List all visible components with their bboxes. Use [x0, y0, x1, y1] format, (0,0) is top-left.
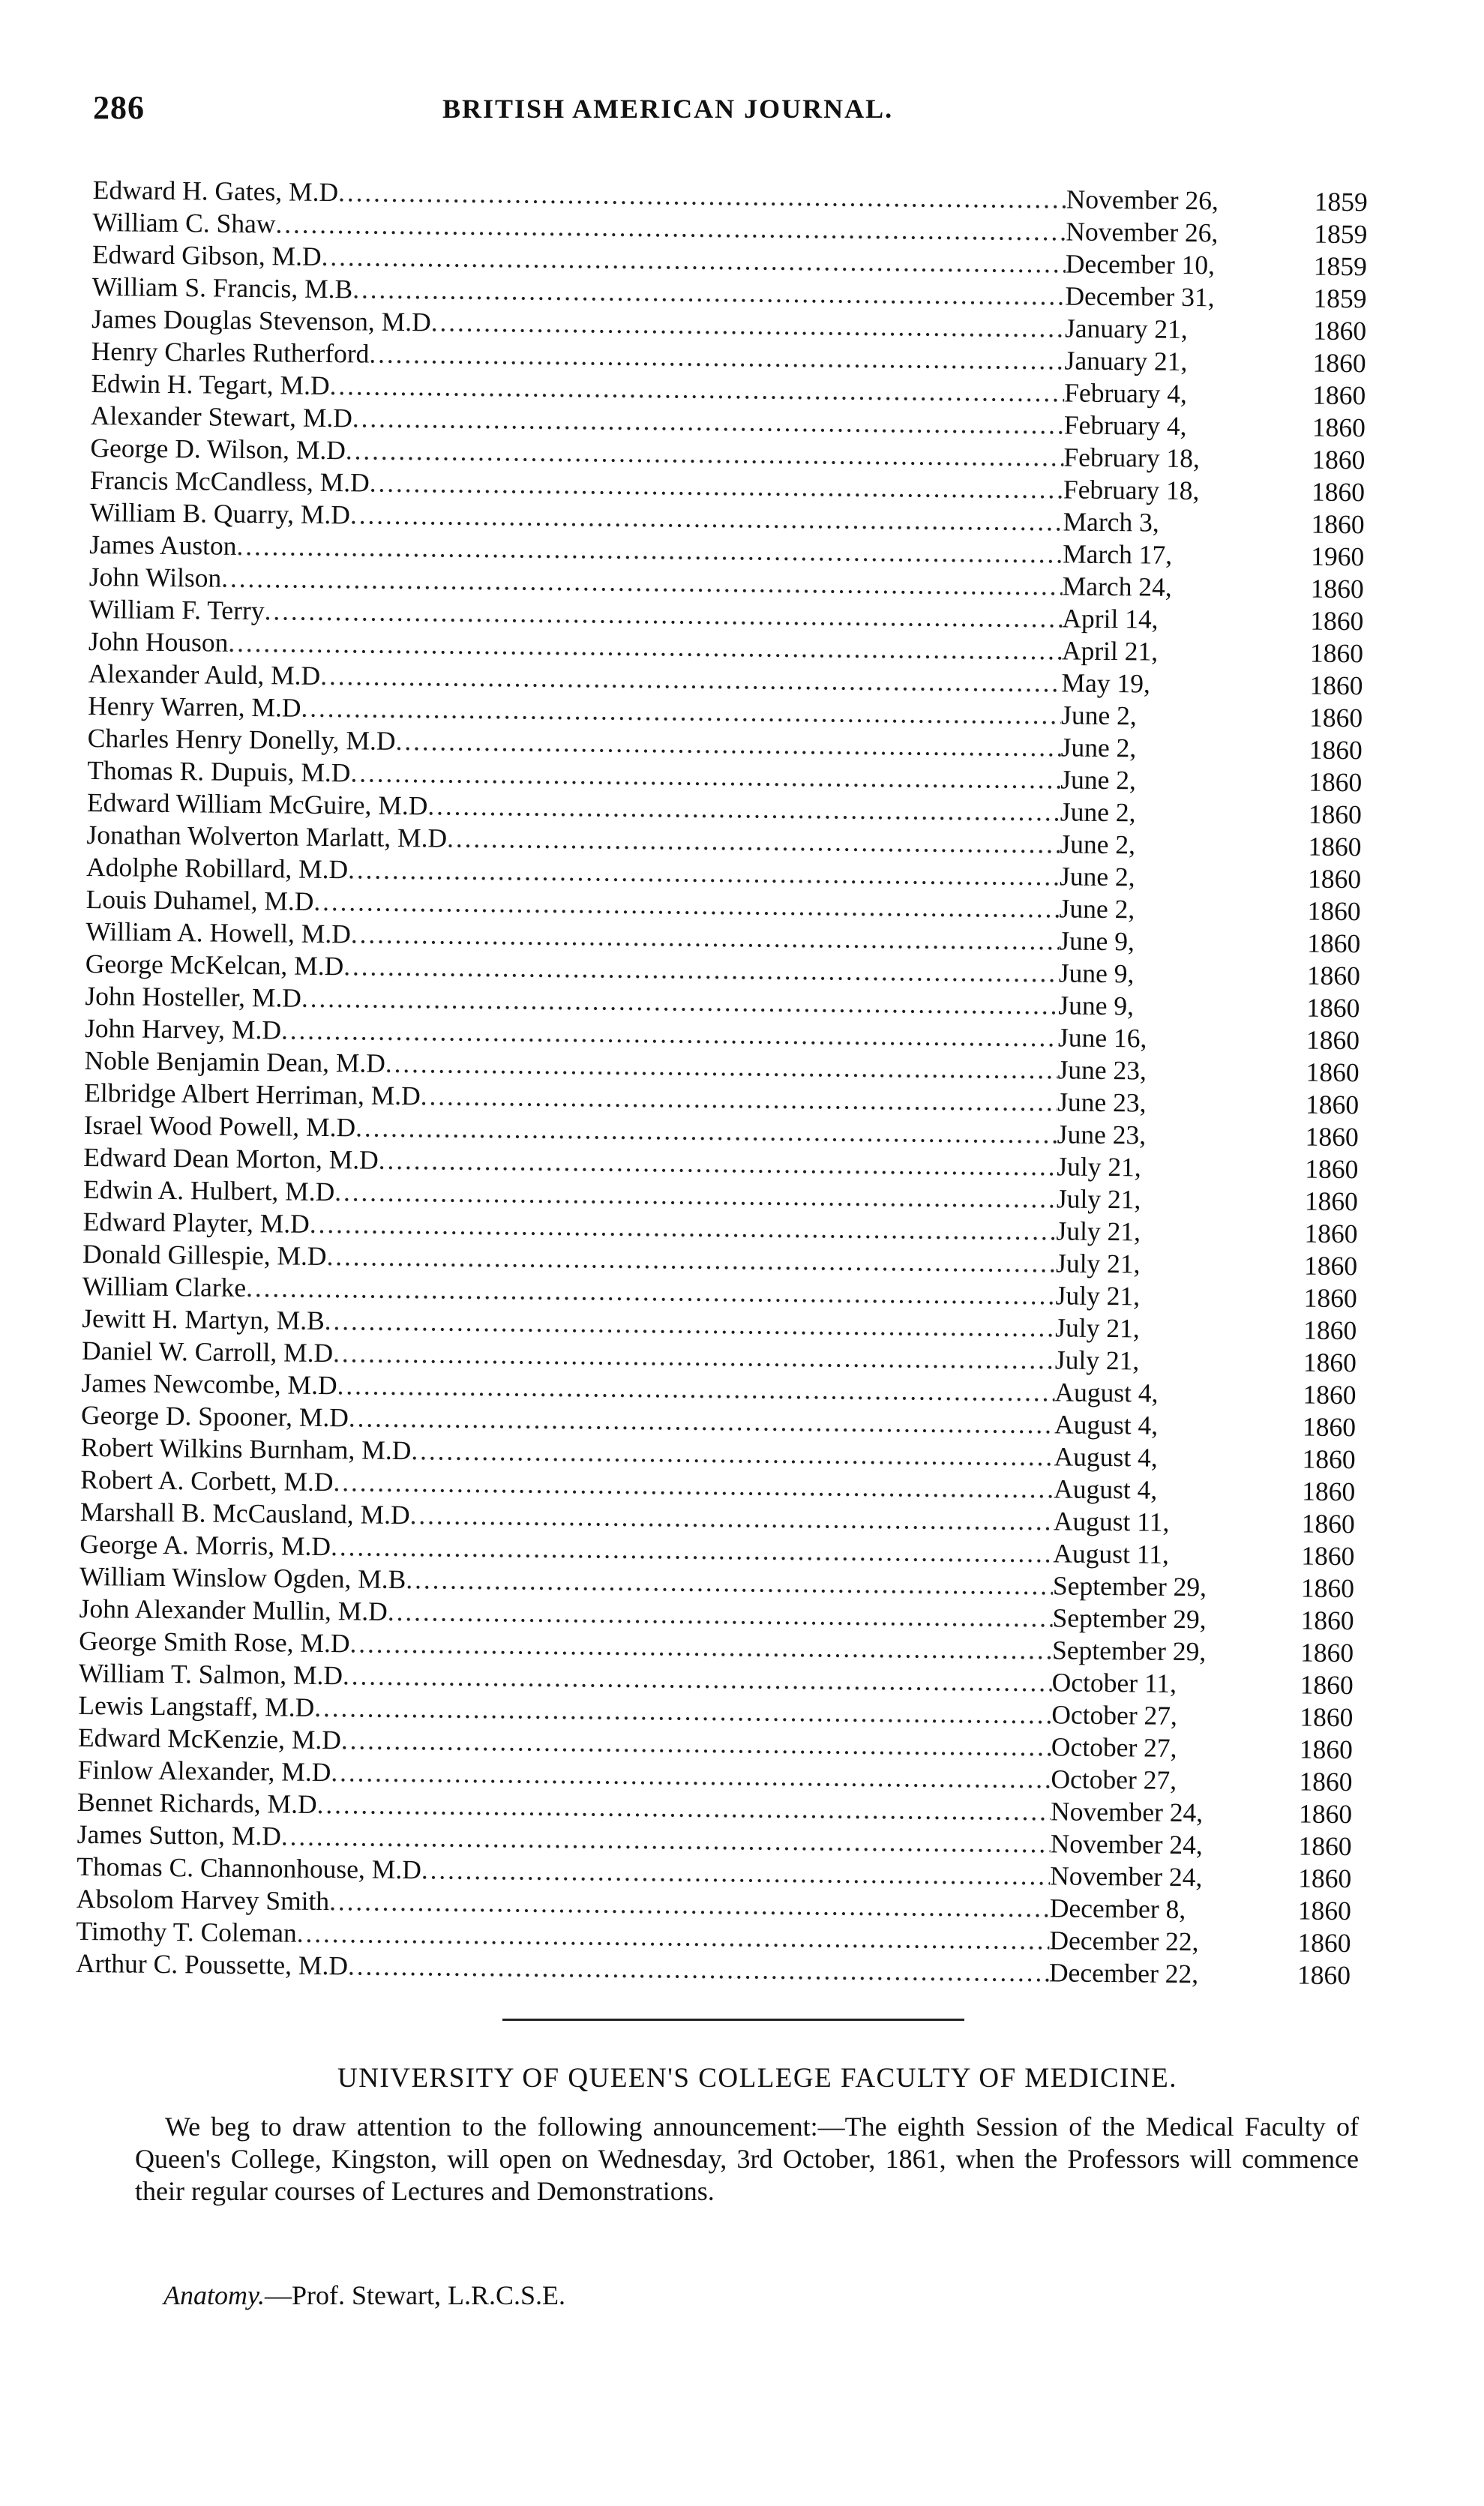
running-head: BRITISH AMERICAN JOURNAL. [442, 94, 894, 124]
graduation-year: 1860 [1303, 1250, 1358, 1281]
graduation-year: 1860 [1298, 1798, 1353, 1830]
graduation-date: February 4, [1064, 377, 1188, 409]
graduation-year: 1860 [1311, 508, 1365, 540]
graduation-date: August 11, [1053, 1506, 1170, 1537]
graduation-year: 1860 [1312, 444, 1366, 475]
graduate-name: John Hosteller, M.D [85, 980, 302, 1013]
graduation-year: 1860 [1306, 960, 1361, 991]
graduation-year: 1860 [1299, 1734, 1354, 1765]
graduation-date: October 11, [1051, 1667, 1177, 1698]
graduation-year: 1860 [1300, 1572, 1355, 1604]
graduation-date: October 27, [1051, 1731, 1177, 1763]
graduation-year: 1860 [1309, 734, 1363, 766]
graduate-name: Jonathan Wolverton Marlatt, M.D [86, 819, 448, 853]
anatomy-subject: Anatomy. [163, 2280, 265, 2310]
graduation-date: June 2, [1059, 861, 1135, 892]
graduation-year: 1860 [1309, 766, 1363, 798]
graduation-date: July 21, [1056, 1183, 1141, 1215]
graduation-year: 1859 [1313, 250, 1368, 282]
graduate-name: George A. Morris, M.D [79, 1528, 331, 1562]
graduation-year: 1860 [1302, 1476, 1356, 1507]
graduate-name: Edwin H. Tegart, M.D [91, 367, 330, 401]
graduate-name: John Harvey, M.D [84, 1012, 282, 1045]
graduation-year: 1860 [1297, 1959, 1351, 1991]
graduate-name: Francis McCandless, M.D [89, 464, 370, 498]
graduation-date: January 21, [1064, 313, 1188, 345]
graduate-name: Alexander Stewart, M.D [90, 400, 353, 433]
graduate-name: George McKelcan, M.D [85, 948, 344, 982]
graduation-year: 1860 [1309, 637, 1364, 669]
graduation-date: July 21, [1056, 1216, 1141, 1247]
graduate-list [76, 174, 1368, 1992]
graduation-year: 1860 [1300, 1669, 1354, 1701]
graduation-date: October 27, [1051, 1764, 1177, 1795]
graduate-name: William T. Salmon, M.D [78, 1657, 343, 1691]
graduation-year: 1860 [1301, 1508, 1355, 1539]
graduation-year: 1860 [1308, 831, 1362, 862]
graduation-year: 1860 [1305, 1153, 1359, 1185]
graduate-name: William S. Francis, M.B [91, 271, 353, 304]
graduate-name: Edwin A. Hulbert, M.D [82, 1174, 335, 1207]
graduation-year: 1860 [1306, 1057, 1360, 1088]
graduation-year: 1860 [1299, 1766, 1353, 1797]
graduation-year: 1860 [1307, 895, 1361, 927]
graduation-date: March 24, [1062, 571, 1172, 602]
graduation-year: 1860 [1300, 1701, 1354, 1733]
graduation-date: June 2, [1060, 732, 1137, 763]
graduation-date: June 2, [1059, 893, 1135, 925]
graduation-date: March 3, [1063, 506, 1159, 538]
page-number: 286 [93, 89, 145, 126]
graduation-date: February 4, [1063, 409, 1187, 442]
graduate-name: Thomas R. Dupuis, M.D [87, 754, 351, 788]
graduate-name: William Clarke [82, 1270, 247, 1303]
section-divider [502, 2019, 964, 2021]
graduation-year: 1960 [1310, 541, 1365, 572]
graduate-name: James Newcombe, M.D [81, 1367, 337, 1401]
graduation-year: 1860 [1309, 702, 1363, 733]
graduate-name: Henry Charles Rutherford [91, 335, 370, 369]
graduation-year: 1860 [1297, 1895, 1352, 1926]
graduation-year: 1860 [1306, 1024, 1360, 1056]
graduation-year: 1860 [1304, 1186, 1359, 1217]
graduate-name: Finlow Alexander, M.D [77, 1754, 331, 1788]
graduation-date: July 21, [1055, 1312, 1140, 1344]
graduation-year: 1860 [1301, 1540, 1355, 1572]
graduation-year: 1860 [1305, 1121, 1359, 1153]
graduation-date: May 19, [1061, 667, 1151, 699]
graduation-date: June 23, [1057, 1054, 1147, 1086]
graduation-year: 1860 [1300, 1605, 1354, 1636]
graduate-name: William C. Shaw [92, 206, 276, 239]
graduation-date: October 27, [1051, 1699, 1178, 1731]
graduation-year: 1860 [1305, 1089, 1360, 1120]
graduate-name: William F. Terry [88, 593, 265, 626]
graduation-year: 1860 [1309, 670, 1363, 701]
dot-leader [348, 1950, 1049, 1989]
graduate-name: George Smith Rose, M.D [79, 1625, 350, 1659]
graduation-date: April 21, [1061, 635, 1159, 667]
graduate-name: James Auston [89, 529, 237, 561]
graduate-name: Jewitt H. Martyn, M.B [82, 1302, 325, 1336]
graduate-name: James Sutton, M.D [76, 1818, 282, 1851]
graduate-name: James Douglas Stevenson, M.D [91, 303, 431, 337]
graduation-year: 1860 [1303, 1347, 1357, 1378]
graduation-date: June 2, [1060, 700, 1137, 731]
graduate-name: John Houson [88, 625, 229, 658]
graduation-date: August 4, [1054, 1377, 1159, 1408]
graduation-year: 1860 [1298, 1830, 1352, 1862]
graduation-date: August 11, [1053, 1538, 1170, 1569]
graduation-year: 1860 [1310, 573, 1364, 604]
graduation-date: November 24, [1050, 1828, 1203, 1860]
graduation-year: 1859 [1314, 186, 1368, 217]
graduation-year: 1860 [1300, 1637, 1354, 1668]
graduate-name: Elbridge Albert Herriman, M.D [84, 1077, 421, 1111]
graduation-year: 1860 [1302, 1443, 1356, 1475]
graduation-date: December 8, [1049, 1893, 1186, 1925]
graduate-name: Robert A. Corbett, M.D [80, 1464, 334, 1497]
graduate-name: George D. Spooner, M.D [80, 1399, 349, 1433]
graduation-date: June 2, [1060, 796, 1136, 828]
graduation-year: 1860 [1312, 379, 1366, 411]
graduation-date: June 2, [1060, 829, 1136, 860]
graduate-name: Robert Wilkins Burnham, M.D [80, 1431, 412, 1466]
graduate-name: Charles Henry Donelly, M.D [87, 722, 396, 756]
graduation-date: November 24, [1050, 1796, 1204, 1828]
announcement-paragraph: We beg to draw attention to the following announcement:—The eighth Session of the Medical Faculty of Queen's College, Kingston, will open on Wednesday, 3rd October, 1861, when the Professors will commence their regular courses of Lectures and Demonstrations. [135, 2112, 1359, 2206]
graduation-date: July 21, [1057, 1151, 1141, 1183]
graduation-date: June 9, [1059, 925, 1135, 957]
graduation-year: 1860 [1307, 863, 1362, 895]
graduate-name: George D. Wilson, M.D [90, 432, 346, 466]
graduate-name: Donald Gillespie, M.D [82, 1238, 327, 1272]
graduation-date: December 22, [1049, 1925, 1199, 1957]
graduation-date: February 18, [1063, 474, 1200, 506]
graduation-year: 1860 [1302, 1411, 1357, 1443]
graduation-year: 1860 [1312, 412, 1366, 443]
graduation-date: July 21, [1055, 1280, 1141, 1311]
graduation-date: July 21, [1055, 1248, 1141, 1279]
graduation-date: November 26, [1066, 216, 1219, 248]
graduation-date: June 9, [1058, 990, 1135, 1021]
graduation-date: September 29, [1052, 1602, 1207, 1635]
graduate-name: Edward William McGuire, M.D [86, 787, 428, 821]
graduation-year: 1860 [1304, 1218, 1358, 1249]
graduation-date: September 29, [1051, 1635, 1207, 1667]
graduate-name: William B. Quarry, M.D [89, 496, 351, 530]
graduation-date: November 24, [1050, 1860, 1203, 1893]
graduation-date: June 9, [1058, 958, 1135, 989]
graduate-name: Edward Playter, M.D [82, 1206, 310, 1239]
graduate-name: Thomas C. Channonhouse, M.D [76, 1851, 422, 1885]
graduation-date: June 16, [1057, 1022, 1147, 1054]
graduate-name: Alexander Auld, M.D [88, 658, 321, 691]
graduate-name: Adolphe Robillard, M.D [85, 851, 349, 885]
graduation-date: June 2, [1060, 764, 1137, 796]
graduation-year: 1860 [1312, 315, 1367, 346]
graduation-date: December 22, [1048, 1957, 1199, 1989]
graduate-name: Edward Dean Morton, M.D [83, 1141, 379, 1175]
graduation-date: September 29, [1052, 1570, 1207, 1602]
graduate-name: Lewis Langstaff, M.D [78, 1689, 315, 1722]
graduation-date: January 21, [1064, 345, 1188, 377]
graduation-year: 1860 [1307, 928, 1361, 959]
graduate-name: Edward H. Gates, M.D [92, 174, 339, 208]
graduation-date: August 4, [1054, 1441, 1158, 1473]
graduate-name: Absolom Harvey Smith [76, 1883, 330, 1917]
graduate-name: Israel Wood Powell, M.D [83, 1109, 356, 1143]
graduate-name: John Wilson [88, 561, 222, 593]
graduation-year: 1860 [1312, 347, 1366, 379]
graduate-name: Louis Duhamel, M.D [85, 883, 314, 916]
graduation-date: November 26, [1066, 184, 1219, 216]
graduation-year: 1860 [1306, 992, 1360, 1024]
graduation-year: 1860 [1303, 1314, 1357, 1346]
graduate-name: Arthur C. Poussette, M.D [75, 1947, 349, 1981]
graduation-date: August 4, [1054, 1409, 1159, 1440]
anatomy-professor: —Prof. Stewart, L.R.C.S.E. [264, 2280, 565, 2310]
graduation-year: 1860 [1310, 605, 1364, 637]
anatomy-line [163, 2280, 565, 2311]
graduation-year: 1859 [1314, 218, 1368, 250]
graduation-date: June 23, [1057, 1087, 1147, 1118]
graduate-name: John Alexander Mullin, M.D [79, 1593, 388, 1626]
graduation-year: 1860 [1311, 476, 1366, 508]
graduate-name: William Winslow Ogden, M.B [79, 1560, 406, 1595]
graduate-name: Marshall B. McCausland, M.D [79, 1496, 410, 1530]
graduation-year: 1860 [1298, 1863, 1352, 1894]
graduation-date: April 14, [1062, 603, 1159, 634]
graduate-name: William A. Howell, M.D [85, 916, 352, 949]
graduation-date: March 17, [1063, 538, 1173, 570]
graduation-date: June 23, [1057, 1119, 1147, 1150]
graduation-date: December 31, [1065, 280, 1215, 313]
graduate-name: Noble Benjamin Dean, M.D [84, 1045, 386, 1078]
graduate-name: Timothy T. Coleman [76, 1915, 297, 1948]
graduation-date: February 18, [1063, 442, 1201, 474]
graduate-name: Daniel W. Carroll, M.D [81, 1335, 334, 1368]
graduate-name: Bennet Richards, M.D [76, 1786, 317, 1819]
graduation-date: August 4, [1054, 1473, 1158, 1505]
section-title: UNIVERSITY OF QUEEN'S COLLEGE FACULTY OF MEDICINE. [337, 2063, 1178, 2094]
graduation-year: 1859 [1313, 283, 1367, 314]
graduation-year: 1860 [1308, 799, 1363, 830]
graduate-name: Henry Warren, M.D [88, 690, 301, 723]
graduation-year: 1860 [1303, 1282, 1357, 1314]
graduation-date: July 21, [1054, 1344, 1140, 1376]
graduation-date: December 10, [1065, 248, 1216, 280]
graduate-name: Edward McKenzie, M.D [77, 1722, 342, 1755]
graduation-year: 1860 [1303, 1379, 1357, 1410]
graduation-year: 1860 [1297, 1927, 1351, 1959]
graduate-name: Edward Gibson, M.D [91, 238, 322, 271]
